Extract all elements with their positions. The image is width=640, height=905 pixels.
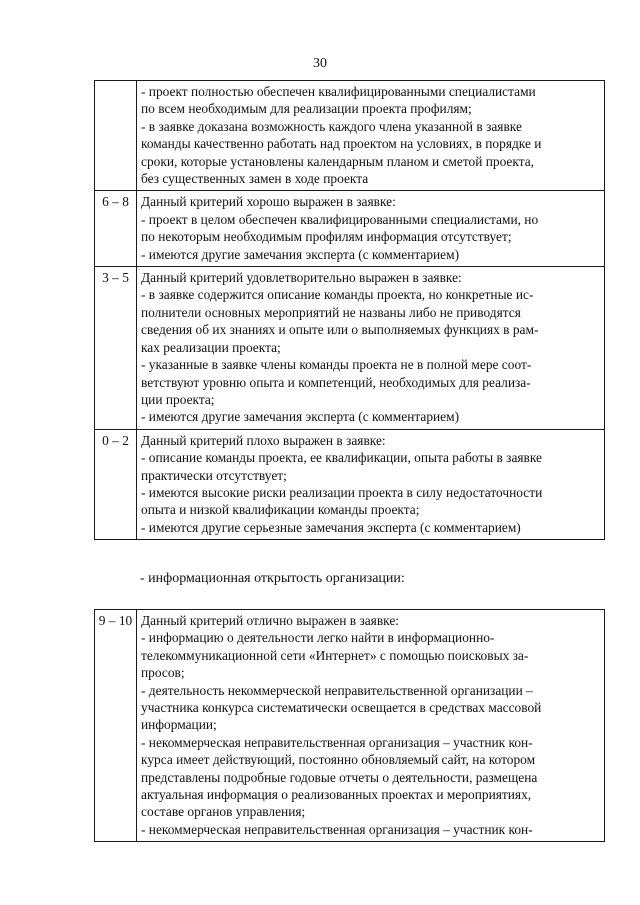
criteria-table-team-body: [95, 81, 605, 540]
description-line: - имеются другие замечания эксперта (с комментарием): [141, 246, 460, 262]
description-line: сведения об их знаниях и опыте или о выполняемых функциях в рам-: [141, 322, 539, 338]
criteria-table-openness: [94, 609, 605, 842]
criteria-row: [95, 191, 605, 267]
description-line: представлены подробные годовые отчеты о деятельности, размещена: [141, 769, 538, 785]
score-cell: 6 – 8: [95, 191, 137, 267]
page-number: 30: [313, 56, 327, 71]
description-cell: [137, 267, 605, 430]
description-line: по некоторым необходимым профилям информация отсутствует;: [141, 229, 512, 245]
score-cell: 3 – 5: [95, 267, 137, 430]
description-line: Данный критерий плохо выражен в заявке:: [141, 432, 386, 448]
section-heading: - информационная открытость организации:: [140, 571, 405, 586]
description-line: сроки, которые установлены календарным планом и сметой проекта,: [141, 153, 535, 169]
description-line: информации;: [141, 717, 217, 733]
description-line: - указанные в заявке члены команды проекта не в полной мере соот-: [141, 357, 532, 373]
description-line: телекоммуникационной сети «Интернет» с помощью поисковых за-: [141, 647, 529, 663]
description-line: команды качественно работать над проектом на условиях, в порядке и: [141, 136, 542, 152]
criteria-table-team: [94, 80, 605, 540]
description-line: - описание команды проекта, ее квалификации, опыта работы в заявке: [141, 450, 542, 466]
description-line: ках реализации проекта;: [141, 339, 281, 355]
description-line: опыта и низкой квалификации команды проекта;: [141, 502, 420, 518]
criteria-table-openness-body: [95, 610, 605, 842]
description-line: - некоммерческая неправительственная организация – участник кон-: [141, 821, 533, 837]
description-line: - имеются высокие риски реализации проекта в силу недостаточности: [141, 484, 543, 500]
description-line: участника конкурса систематически освещается в средствах массовой: [141, 700, 542, 716]
description-line: без существенных замен в ходе проекта: [141, 171, 369, 187]
description-line: Данный критерий отлично выражен в заявке:: [141, 613, 399, 628]
description-line: по всем необходимым для реализации проекта профилям;: [141, 101, 472, 117]
description-cell: [137, 81, 605, 191]
description-line: - проект полностью обеспечен квалифицированными специалистами: [141, 84, 536, 99]
description-line: ветствуют уровню опыта и компетенций, необходимых для реализа-: [141, 374, 531, 390]
criteria-row: [95, 610, 605, 842]
description-line: - проект в целом обеспечен квалифицированными специалистами, но: [141, 211, 539, 227]
description-cell: [137, 429, 605, 539]
description-line: ции проекта;: [141, 391, 215, 407]
description-cell: [137, 191, 605, 267]
criteria-row: [95, 267, 605, 430]
criteria-row: [95, 81, 605, 191]
description-line: полнители основных мероприятий не названы либо не приводятся: [141, 304, 521, 320]
description-line: - в заявке содержится описание команды проекта, но конкретные ис-: [141, 287, 534, 303]
description-line: - информацию о деятельности легко найти в информационно-: [141, 630, 495, 646]
description-cell: [137, 610, 605, 842]
description-line: Данный критерий хорошо выражен в заявке:: [141, 194, 396, 210]
description-line: курса имеет действующий, постоянно обновляемый сайт, на котором: [141, 752, 536, 768]
description-line: - имеются другие серьезные замечания эксперта (с комментарием): [141, 519, 521, 535]
description-line: - деятельность некоммерческой неправительственной организации –: [141, 682, 533, 698]
score-cell: [95, 81, 137, 191]
description-line: актуальная информация о реализованных проектах и мероприятиях,: [141, 787, 532, 803]
description-line: составе органов управления;: [141, 804, 306, 820]
description-line: практически отсутствует;: [141, 467, 287, 483]
description-line: просов;: [141, 665, 185, 681]
description-line: - некоммерческая неправительственная организация – участник кон-: [141, 734, 533, 750]
description-line: - имеются другие замечания эксперта (с комментарием): [141, 409, 460, 425]
score-cell: 9 – 10: [95, 610, 137, 842]
criteria-row: [95, 429, 605, 539]
description-line: Данный критерий удовлетворительно выражен в заявке:: [141, 270, 462, 286]
description-line: - в заявке доказана возможность каждого члена указанной в заявке: [141, 118, 522, 134]
score-cell: 0 – 2: [95, 429, 137, 539]
